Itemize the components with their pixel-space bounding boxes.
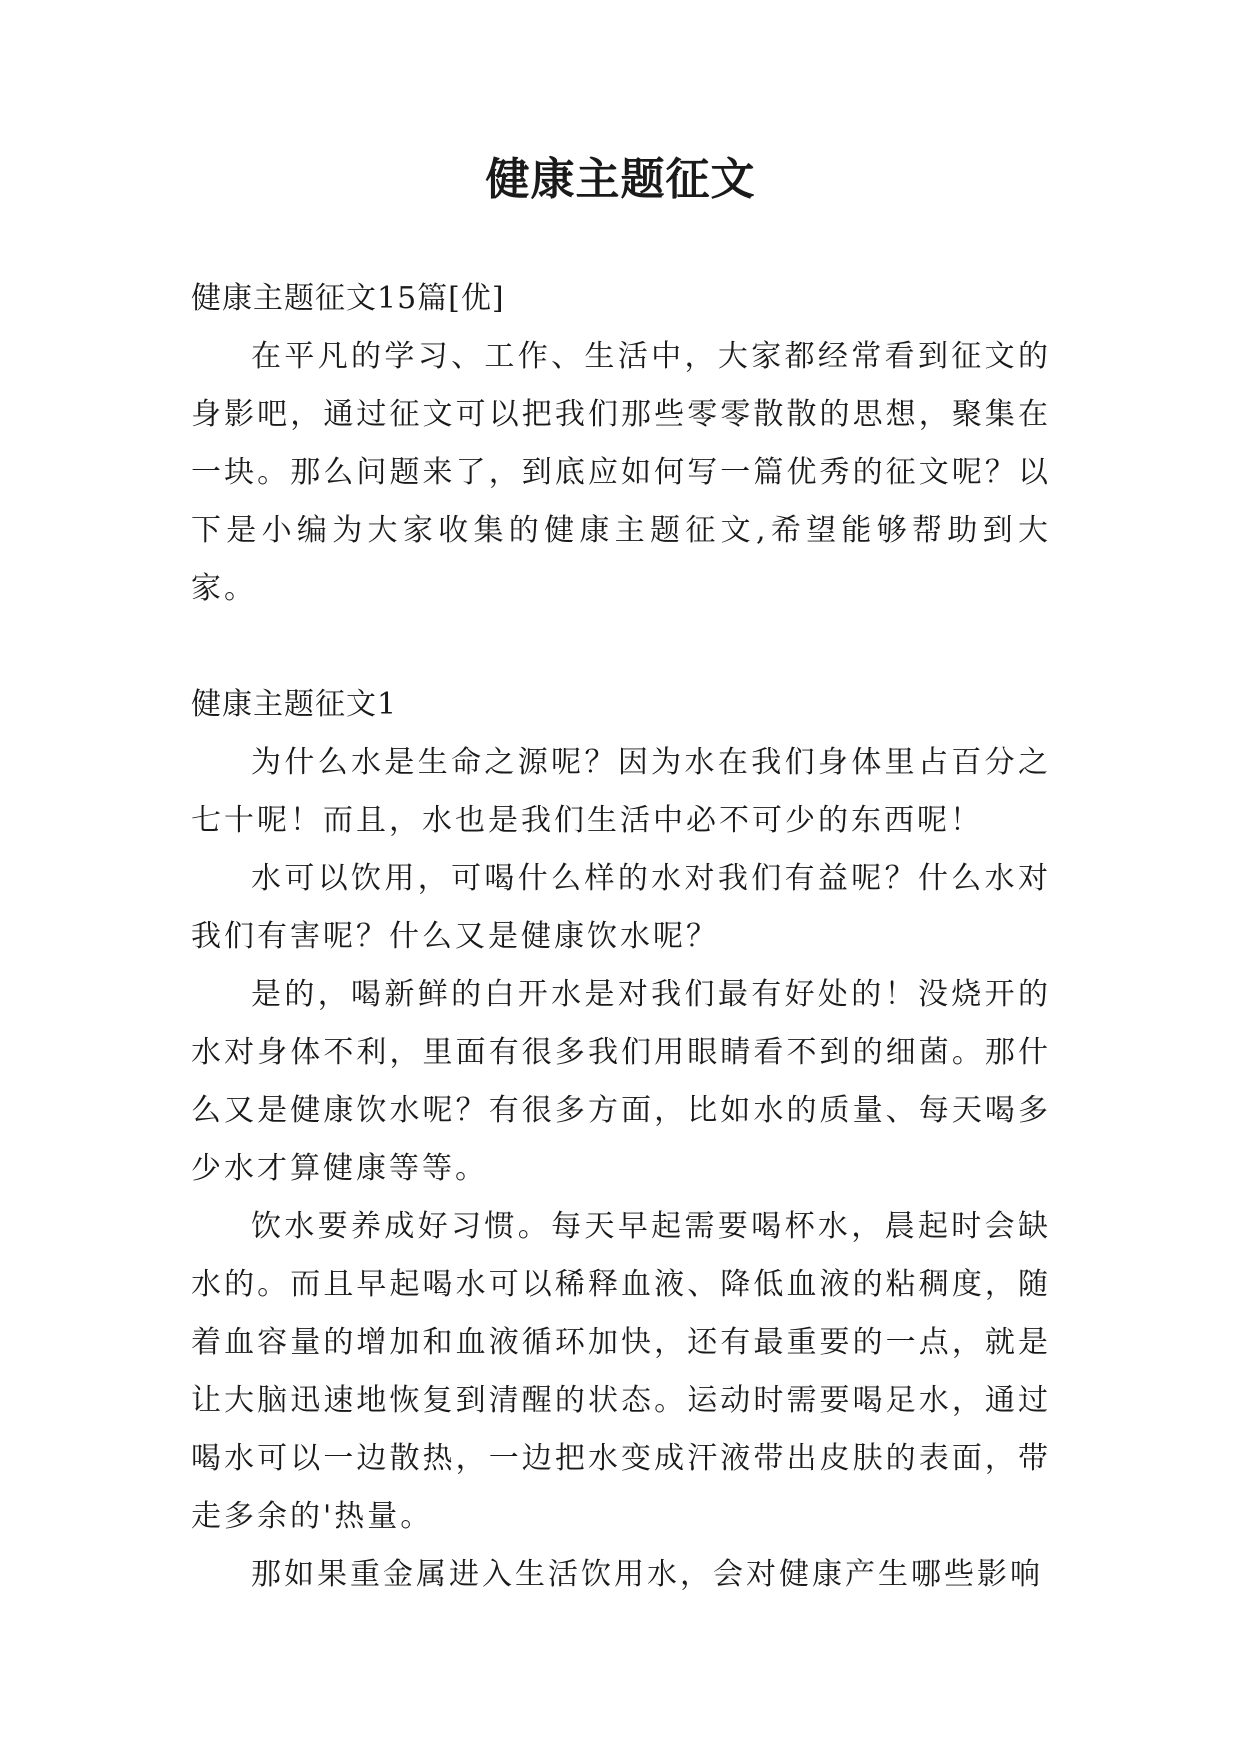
body-paragraph: 那如果重金属进入生活饮用水，会对健康产生哪些影响 [251,1557,1043,1592]
body-paragraph: 水可以饮用，可喝什么样的水对我们有益呢？什么水对我们有害呢？什么又是健康饮水呢？ [191,861,1051,954]
intro-heading: 健康主题征文15篇[优] [191,281,505,316]
paragraph-spacer [191,618,1051,676]
body-paragraph: 饮水要养成好习惯。每天早起需要喝杯水，晨起时会缺水的。而且早起喝水可以稀释血液、降低血液的粘稠度，随着血容量的增加和血液循环加快，还有最重要的一点，就是让大脑迅速地恢复到清醒的状态。运动时需要喝足水，通过喝水可以一边散热，一边把水变成汗液带出皮肤的表面，带走多余的'热量。 [191,1209,1051,1534]
body-paragraph: 是的，喝新鲜的白开水是对我们最有好处的！没烧开的水对身体不利，里面有很多我们用眼睛看不到的细菌。那什么又是健康饮水呢？有很多方面，比如水的质量、每天喝多少水才算健康等等。 [191,977,1051,1186]
section-heading: 健康主题征文1 [191,687,398,722]
document-body [191,270,1051,1604]
body-paragraph: 为什么水是生命之源呢？因为水在我们身体里占百分之七十呢！而且，水也是我们生活中必不可少的东西呢！ [191,745,1051,838]
document-title: 健康主题征文 [485,154,756,205]
intro-paragraph: 在平凡的学习、工作、生活中，大家都经常看到征文的身影吧，通过征文可以把我们那些零零散散的思想，聚集在一块。那么问题来了，到底应如何写一篇优秀的征文呢？以下是小编为大家收集的健康主题征文,希望能够帮助到大家。 [191,339,1051,606]
